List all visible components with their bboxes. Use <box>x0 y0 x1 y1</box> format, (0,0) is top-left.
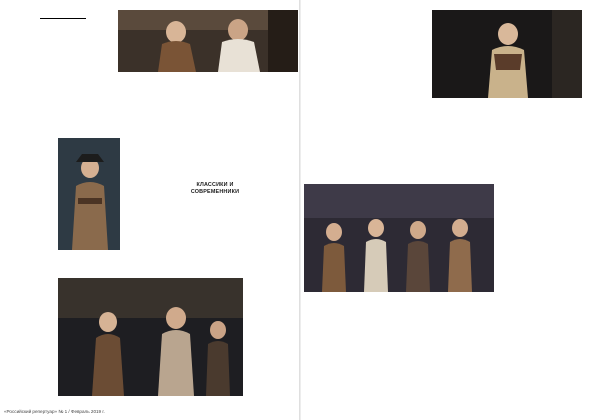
section-heading: КЛАССИКИ И СОВРЕМЕННИКИ <box>190 182 240 195</box>
left-caption <box>5 85 53 145</box>
page-footer: «Российский репертуар» № 1 / Февраль 2019 г. <box>4 409 105 414</box>
photo-two-actors <box>118 10 298 72</box>
ensemble-caption <box>498 246 592 296</box>
text-column-i <box>402 296 492 404</box>
photo-pirate-scene <box>58 138 120 250</box>
text-column-c <box>248 82 296 172</box>
photo-bottom-left <box>58 278 243 396</box>
text-column-h <box>304 296 394 404</box>
text-column-d <box>186 198 244 290</box>
top-rule <box>40 18 86 19</box>
text-column-e <box>304 10 362 110</box>
text-column-a <box>122 82 180 282</box>
page-gutter <box>299 0 301 420</box>
photo-ensemble <box>304 184 494 292</box>
photo-singer <box>432 10 582 98</box>
text-column-f <box>368 10 426 110</box>
